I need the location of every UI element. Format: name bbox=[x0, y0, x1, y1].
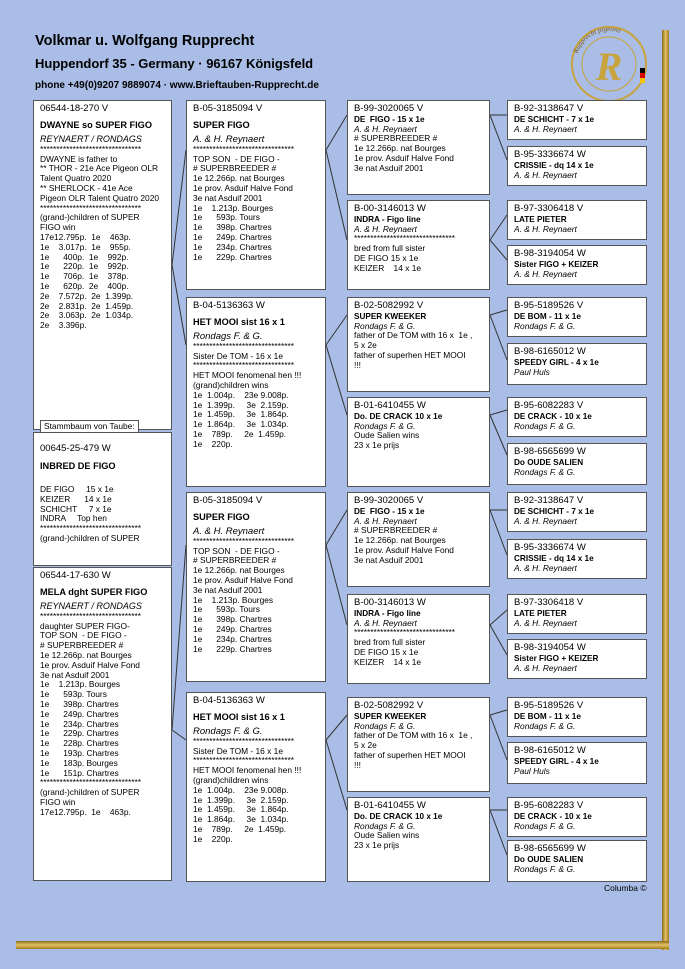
father-line: 2e 3.063p. 2e 1.034p. bbox=[40, 310, 134, 321]
ggg-name: Do OUDE SALIEN bbox=[514, 458, 584, 467]
great-grandparent-card[interactable] bbox=[347, 697, 490, 792]
ggg-name: Sister FIGO + KEIZER bbox=[514, 260, 599, 269]
ggp-line: bred from full sister bbox=[354, 637, 426, 648]
ggg-card[interactable] bbox=[507, 697, 647, 737]
ggg-breeder: Rondags F. & G. bbox=[514, 320, 576, 331]
grandparent-card[interactable] bbox=[186, 100, 326, 290]
ggp-line: 1e prov. Asduif Halve Fond bbox=[354, 152, 454, 163]
gp-ring: B-05-3185094 V bbox=[193, 495, 263, 506]
father-name: DWAYNE so SUPER FIGO bbox=[40, 120, 152, 130]
gp-line: 1e 1.864p. 3e 1.034p. bbox=[193, 419, 289, 430]
mother-line: daughter SUPER FIGO- bbox=[40, 620, 130, 631]
ggp-ring: B-00-3146013 W bbox=[354, 203, 426, 214]
mother-line: 1e 398p. Chartres bbox=[40, 698, 119, 709]
ggp-line: 23 x 1e prijs bbox=[354, 440, 400, 451]
ggg-breeder: Rondags F. & G. bbox=[514, 820, 576, 831]
ggp-line: father of superhen HET MOOI bbox=[354, 349, 466, 360]
ggg-breeder: A. & H. Reynaert bbox=[514, 662, 577, 673]
father-line: ** SHERLOCK - 41e Ace bbox=[40, 182, 133, 193]
gp-line: # SUPERBREEDER # bbox=[193, 163, 277, 174]
father-card[interactable] bbox=[33, 100, 172, 430]
ggg-card[interactable] bbox=[507, 443, 647, 485]
ggp-breeder: A. & H. Reynaert bbox=[354, 617, 417, 628]
columba-copyright: Columba © bbox=[604, 883, 647, 893]
ggg-ring: B-95-6082283 V bbox=[514, 800, 584, 811]
gp-line: 1e 249p. Chartres bbox=[193, 623, 272, 634]
gp-ring: B-04-5136363 W bbox=[193, 695, 265, 706]
main-line: SCHICHT 7 x 1e bbox=[40, 503, 112, 514]
ggp-ring: B-02-5082992 V bbox=[354, 300, 424, 311]
great-grandparent-card[interactable] bbox=[347, 397, 490, 487]
gp-line: 1e 398p. Chartres bbox=[193, 222, 272, 233]
mother-line: 1e 234p. Chartres bbox=[40, 718, 119, 729]
gp-line: 1e prov. Asduif Halve Fond bbox=[193, 574, 293, 585]
ggg-breeder: Paul Huls bbox=[514, 765, 550, 776]
ggg-breeder: Rondags F. & G. bbox=[514, 863, 576, 874]
mother-line: 1e 183p. Bourges bbox=[40, 757, 118, 768]
ggp-line: ******************************* bbox=[354, 627, 456, 638]
ggg-ring: B-98-6165012 W bbox=[514, 346, 586, 357]
ggp-line: father of De TOM with 16 x 1e , bbox=[354, 730, 473, 741]
ggp-line: 1e 12.266p. nat Bourges bbox=[354, 143, 446, 154]
main-line: DE FIGO 15 x 1e bbox=[40, 484, 114, 494]
ggp-line: 1e 12.266p. nat Bourges bbox=[354, 535, 446, 546]
gp-line: (grand)children wins bbox=[193, 379, 269, 390]
mother-line: # SUPERBREEDER # bbox=[40, 640, 124, 651]
father-line: Pigeon OLR Talent Quatro 2020 bbox=[40, 192, 160, 203]
ggg-name: DE SCHICHT - 7 x 1e bbox=[514, 507, 595, 516]
ggp-breeder: A. & H. Reynaert bbox=[354, 515, 417, 526]
ggp-breeder: Rondags F. & G. bbox=[354, 420, 416, 431]
ggg-breeder: Rondags F. & G. bbox=[514, 420, 576, 431]
ggg-breeder: A. & H. Reynaert bbox=[514, 123, 577, 134]
father-line: ** THOR - 21e Ace Pigeon OLR bbox=[40, 163, 159, 174]
main-line: ******************************* bbox=[40, 523, 142, 534]
gp-line: HET MOOI fenomenal hen !!! bbox=[193, 765, 302, 776]
ggp-line: Oude Salien wins bbox=[354, 830, 420, 841]
ggg-name: DE BOM - 11 x 1e bbox=[514, 312, 581, 321]
gp-line: 1e 229p. Chartres bbox=[193, 643, 272, 654]
ggp-line: # SUPERBREEDER # bbox=[354, 133, 438, 144]
gp-breeder: A. & H. Reynaert bbox=[193, 134, 265, 145]
mother-line: 1e 229p. Chartres bbox=[40, 728, 119, 739]
ggp-line: 3e nat Asduif 2001 bbox=[354, 554, 424, 565]
ggg-ring: B-95-5189526 V bbox=[514, 300, 584, 311]
ggp-line: 23 x 1e prijs bbox=[354, 840, 400, 851]
ggp-line: 5 x 2e bbox=[354, 740, 377, 751]
ggg-breeder: A. & H. Reynaert bbox=[514, 169, 577, 180]
ggg-card[interactable] bbox=[507, 100, 647, 140]
gp-line: 1e 1.213p. Bourges bbox=[193, 594, 274, 605]
ggg-name: LATE PIETER bbox=[514, 215, 567, 224]
mother-line: 1e 151p. Chartres bbox=[40, 767, 119, 778]
great-grandparent-card[interactable] bbox=[347, 100, 490, 195]
mother-line: 1e 593p. Tours bbox=[40, 689, 107, 700]
mother-line: 1e 12.266p. nat Bourges bbox=[40, 649, 132, 660]
ggg-breeder: Paul Huls bbox=[514, 366, 550, 377]
father-breeder: REYNAERT / RONDAGS bbox=[40, 134, 142, 144]
ggg-ring: B-95-3336674 W bbox=[514, 542, 586, 553]
ggg-card[interactable] bbox=[507, 742, 647, 784]
great-grandparent-card[interactable] bbox=[347, 594, 490, 684]
father-line: 2e 2.831p. 2e 1.459p. bbox=[40, 300, 134, 311]
ggg-card[interactable] bbox=[507, 397, 647, 437]
breeder-name: Volkmar u. Wolfgang Rupprecht bbox=[35, 33, 255, 49]
gp-line: 1e 593p. Tours bbox=[193, 604, 260, 615]
mother-ring: 06544-17-630 W bbox=[40, 570, 111, 581]
ggp-ring: B-02-5082992 V bbox=[354, 700, 424, 711]
father-ring: 06544-18-270 V bbox=[40, 103, 109, 114]
ggg-card[interactable] bbox=[507, 639, 647, 679]
gp-line: 1e 1.459p. 3e 1.864p. bbox=[193, 804, 289, 815]
gp-line: Sister De TOM - 16 x 1e bbox=[193, 350, 283, 361]
mother-breeder: REYNAERT / RONDAGS bbox=[40, 601, 142, 611]
gp-line: ******************************* bbox=[193, 360, 295, 371]
ggp-breeder: Rondags F. & G. bbox=[354, 320, 416, 331]
logo-letter: R bbox=[595, 44, 623, 89]
father-line: 1e 3.017p. 1e 955p. bbox=[40, 241, 131, 252]
ggp-line: DE FIGO 15 x 1e bbox=[354, 646, 419, 657]
father-line: (grand-)children of SUPER bbox=[40, 212, 140, 223]
ggg-card[interactable] bbox=[507, 594, 647, 634]
ggg-card[interactable] bbox=[507, 539, 647, 579]
ggp-name: INDRA - Figo line bbox=[354, 609, 421, 618]
ggp-breeder: Rondags F. & G. bbox=[354, 720, 416, 731]
main-name: INBRED DE FIGO bbox=[40, 461, 116, 471]
gp-line: 3e nat Asduif 2001 bbox=[193, 192, 263, 203]
gp-line: ******************************* bbox=[193, 735, 295, 746]
father-line: 2e 7.572p. 2e 1.399p. bbox=[40, 290, 134, 301]
gp-line: TOP SON - DE FIGO - bbox=[193, 153, 280, 164]
ggp-line: 1e prov. Asduif Halve Fond bbox=[354, 544, 454, 555]
ggp-name: DE FIGO - 15 x 1e bbox=[354, 507, 425, 516]
ggp-line: # SUPERBREEDER # bbox=[354, 525, 438, 536]
ggp-line: 5 x 2e bbox=[354, 340, 377, 351]
grandparent-card[interactable] bbox=[186, 492, 326, 682]
gp-name: SUPER FIGO bbox=[193, 120, 250, 130]
ggp-breeder: A. & H. Reynaert bbox=[354, 123, 417, 134]
gp-line: Sister De TOM - 16 x 1e bbox=[193, 745, 283, 756]
gp-line: 1e 789p. 2e 1.459p. bbox=[193, 428, 287, 439]
mother-line: 1e 193p. Chartres bbox=[40, 747, 119, 758]
gp-line: 1e 234p. Chartres bbox=[193, 241, 272, 252]
ggg-card[interactable] bbox=[507, 245, 647, 285]
gp-line: 1e 220p. bbox=[193, 833, 233, 844]
breeder-contact: phone +49(0)9207 9889074 · www.Brieftauben-Rupprecht.de bbox=[35, 80, 319, 91]
main-line: (grand-)children of SUPER bbox=[40, 532, 140, 543]
ggg-card[interactable] bbox=[507, 297, 647, 337]
gp-line: 1e 12.266p. nat Bourges bbox=[193, 565, 285, 576]
gp-line: # SUPERBREEDER # bbox=[193, 555, 277, 566]
ggp-line: DE FIGO 15 x 1e bbox=[354, 252, 419, 263]
ggg-card[interactable] bbox=[507, 200, 647, 240]
ggp-ring: B-99-3020065 V bbox=[354, 103, 424, 114]
great-grandparent-card[interactable] bbox=[347, 797, 490, 882]
gp-line: 1e prov. Asduif Halve Fond bbox=[193, 182, 293, 193]
ggp-ring: B-01-6410455 W bbox=[354, 400, 426, 411]
gp-line: 1e 12.266p. nat Bourges bbox=[193, 173, 285, 184]
great-grandparent-card[interactable] bbox=[347, 492, 490, 587]
ggp-ring: B-99-3020065 V bbox=[354, 495, 424, 506]
ggg-ring: B-95-6082283 V bbox=[514, 400, 584, 411]
ggg-card[interactable] bbox=[507, 797, 647, 837]
ggg-breeder: A. & H. Reynaert bbox=[514, 223, 577, 234]
ggg-card[interactable] bbox=[507, 343, 647, 385]
ggg-card[interactable] bbox=[507, 840, 647, 882]
ggg-card[interactable] bbox=[507, 146, 647, 186]
mother-line: 17e12.795p. 1e 463p. bbox=[40, 806, 131, 817]
mother-line: FIGO win bbox=[40, 796, 76, 807]
father-line: FIGO win bbox=[40, 222, 76, 233]
gp-line: 1e 229p. Chartres bbox=[193, 251, 272, 262]
ggg-ring: B-92-3138647 V bbox=[514, 495, 584, 506]
ggg-name: DE CRACK - 10 x 1e bbox=[514, 412, 592, 421]
gp-line: (grand)children wins bbox=[193, 774, 269, 785]
ggg-name: Sister FIGO + KEIZER bbox=[514, 654, 599, 663]
ggp-line: bred from full sister bbox=[354, 243, 426, 254]
ggg-name: DE SCHICHT - 7 x 1e bbox=[514, 115, 595, 124]
gp-breeder: Rondags F. & G. bbox=[193, 331, 263, 342]
ggg-ring: B-98-6165012 W bbox=[514, 745, 586, 756]
mother-line: 1e prov. Asduif Halve Fond bbox=[40, 659, 140, 670]
gp-breeder: A. & H. Reynaert bbox=[193, 526, 265, 537]
ggp-ring: B-00-3146013 W bbox=[354, 597, 426, 608]
main-line: KEIZER 14 x 1e bbox=[40, 493, 112, 504]
gp-line: 1e 1.399p. 3e 2.159p. bbox=[193, 399, 289, 410]
ggg-name: CRISSIE - dq 14 x 1e bbox=[514, 554, 594, 563]
grandparent-card[interactable] bbox=[186, 692, 326, 882]
gp-line: 1e 593p. Tours bbox=[193, 212, 260, 223]
mother-line: 3e nat Asduif 2001 bbox=[40, 669, 110, 680]
gp-line: 1e 1.213p. Bourges bbox=[193, 202, 274, 213]
main-pigeon-card[interactable] bbox=[33, 432, 172, 566]
stammbaum-label: Stammbaum von Taube: bbox=[40, 420, 139, 433]
ggg-breeder: A. & H. Reynaert bbox=[514, 515, 577, 526]
mother-line: ******************************* bbox=[40, 777, 142, 788]
ggg-ring: B-95-3336674 W bbox=[514, 149, 586, 160]
gp-name: SUPER FIGO bbox=[193, 512, 250, 522]
ggp-line: 3e nat Asduif 2001 bbox=[354, 162, 424, 173]
breeder-address: Huppendorf 35 - Germany · 96167 Königsfeld bbox=[35, 56, 314, 71]
gp-line: 1e 1.004p. 23e 9.008p. bbox=[193, 389, 289, 400]
gp-line: 1e 1.864p. 3e 1.034p. bbox=[193, 814, 289, 825]
gp-line: ******************************* bbox=[193, 340, 295, 351]
gp-name: HET MOOI sist 16 x 1 bbox=[193, 712, 285, 722]
mother-card[interactable] bbox=[33, 567, 172, 881]
gp-line: 1e 1.399p. 3e 2.159p. bbox=[193, 794, 289, 805]
main-line: INDRA Top hen bbox=[40, 513, 107, 524]
gp-line: 1e 1.004p. 23e 9.008p. bbox=[193, 784, 289, 795]
gp-line: TOP SON - DE FIGO - bbox=[193, 545, 280, 556]
gp-line: ******************************* bbox=[193, 535, 295, 546]
ggp-name: Do. DE CRACK 10 x 1e bbox=[354, 812, 443, 821]
ggp-name: DE FIGO - 15 x 1e bbox=[354, 115, 425, 124]
ggg-name: DE BOM - 11 x 1e bbox=[514, 712, 581, 721]
ggg-breeder: A. & H. Reynaert bbox=[514, 562, 577, 573]
father-line: ******************************* bbox=[40, 202, 142, 213]
great-grandparent-card[interactable] bbox=[347, 297, 490, 392]
gp-ring: B-05-3185094 V bbox=[193, 103, 263, 114]
gp-breeder: Rondags F. & G. bbox=[193, 726, 263, 737]
ggp-line: Oude Salien wins bbox=[354, 430, 420, 441]
ggg-ring: B-98-6565699 W bbox=[514, 446, 586, 457]
mother-line: 1e 249p. Chartres bbox=[40, 708, 119, 719]
ggg-name: CRISSIE - dq 14 x 1e bbox=[514, 161, 594, 170]
ggg-ring: B-98-3194054 W bbox=[514, 248, 586, 259]
gp-line: 1e 234p. Chartres bbox=[193, 633, 272, 644]
ggp-line: !!! bbox=[354, 759, 361, 770]
gp-line: ******************************* bbox=[193, 755, 295, 766]
ggg-card[interactable] bbox=[507, 492, 647, 532]
ggg-ring: B-98-3194054 W bbox=[514, 642, 586, 653]
gp-line: 1e 398p. Chartres bbox=[193, 614, 272, 625]
ggp-name: SUPER KWEEKER bbox=[354, 712, 427, 721]
father-line: 1e 400p. 1e 992p. bbox=[40, 251, 129, 262]
mother-line: (grand-)children of SUPER bbox=[40, 787, 140, 798]
ggg-ring: B-97-3306418 V bbox=[514, 597, 584, 608]
ggp-name: Do. DE CRACK 10 x 1e bbox=[354, 412, 443, 421]
ggg-ring: B-95-5189526 V bbox=[514, 700, 584, 711]
main-ring: 00645-25-479 W bbox=[40, 443, 111, 454]
mother-line: 1e 228p. Chartres bbox=[40, 738, 119, 749]
gp-line: 1e 220p. bbox=[193, 438, 233, 449]
ggp-line: KEIZER 14 x 1e bbox=[354, 656, 422, 667]
logo-arc-text: Rupprecht pigeons bbox=[571, 24, 622, 55]
father-line: Talent Quatro 2020 bbox=[40, 173, 112, 184]
ggp-name: INDRA - Figo line bbox=[354, 215, 421, 224]
ggg-name: SPEEDY GIRL - 4 x 1e bbox=[514, 757, 599, 766]
ggp-breeder: Rondags F. & G. bbox=[354, 820, 416, 831]
ggp-breeder: A. & H. Reynaert bbox=[354, 223, 417, 234]
ggg-name: DE CRACK - 10 x 1e bbox=[514, 812, 592, 821]
gp-line: HET MOOI fenomenal hen !!! bbox=[193, 370, 302, 381]
gp-line: 1e 1.459p. 3e 1.864p. bbox=[193, 409, 289, 420]
mother-line: 1e 1.213p. Bourges bbox=[40, 679, 121, 690]
ggp-name: SUPER KWEEKER bbox=[354, 312, 427, 321]
ggp-line: KEIZER 14 x 1e bbox=[354, 262, 422, 273]
gp-line: ******************************* bbox=[193, 143, 295, 154]
father-line: 1e 706p. 1e 378p. bbox=[40, 271, 129, 282]
ggg-breeder: A. & H. Reynaert bbox=[514, 617, 577, 628]
gp-line: 3e nat Asduif 2001 bbox=[193, 584, 263, 595]
father-line: ******************************* bbox=[40, 143, 142, 154]
gp-ring: B-04-5136363 W bbox=[193, 300, 265, 311]
ggp-line: ******************************* bbox=[354, 233, 456, 244]
father-line: 17e12.795p. 1e 463p. bbox=[40, 231, 131, 242]
ggg-name: LATE PIETER bbox=[514, 609, 567, 618]
ggg-breeder: Rondags F. & G. bbox=[514, 466, 576, 477]
gp-line: 1e 249p. Chartres bbox=[193, 231, 272, 242]
ggp-line: !!! bbox=[354, 359, 361, 370]
ggg-ring: B-92-3138647 V bbox=[514, 103, 584, 114]
gp-name: HET MOOI sist 16 x 1 bbox=[193, 317, 285, 327]
mother-line: ******************************* bbox=[40, 610, 142, 621]
mother-name: MELA dght SUPER FIGO bbox=[40, 587, 148, 597]
grandparent-card[interactable] bbox=[186, 297, 326, 487]
gp-line: 1e 789p. 2e 1.459p. bbox=[193, 823, 287, 834]
ggg-ring: B-97-3306418 V bbox=[514, 203, 584, 214]
ggg-ring: B-98-6565699 W bbox=[514, 843, 586, 854]
mother-line: TOP SON - DE FIGO - bbox=[40, 630, 127, 641]
ggp-ring: B-01-6410455 W bbox=[354, 800, 426, 811]
father-line: 1e 620p. 2e 400p. bbox=[40, 280, 129, 291]
ggg-breeder: Rondags F. & G. bbox=[514, 720, 576, 731]
ggp-line: father of De TOM with 16 x 1e , bbox=[354, 330, 473, 341]
ggg-breeder: A. & H. Reynaert bbox=[514, 268, 577, 279]
ggg-name: SPEEDY GIRL - 4 x 1e bbox=[514, 358, 599, 367]
father-line: 2e 3.396p. bbox=[40, 320, 87, 331]
great-grandparent-card[interactable] bbox=[347, 200, 490, 290]
father-line: 1e 220p. 1e 992p. bbox=[40, 261, 129, 272]
father-line: DWAYNE is father to bbox=[40, 153, 118, 164]
ggg-name: Do OUDE SALIEN bbox=[514, 855, 584, 864]
ggp-line: father of superhen HET MOOI bbox=[354, 749, 466, 760]
